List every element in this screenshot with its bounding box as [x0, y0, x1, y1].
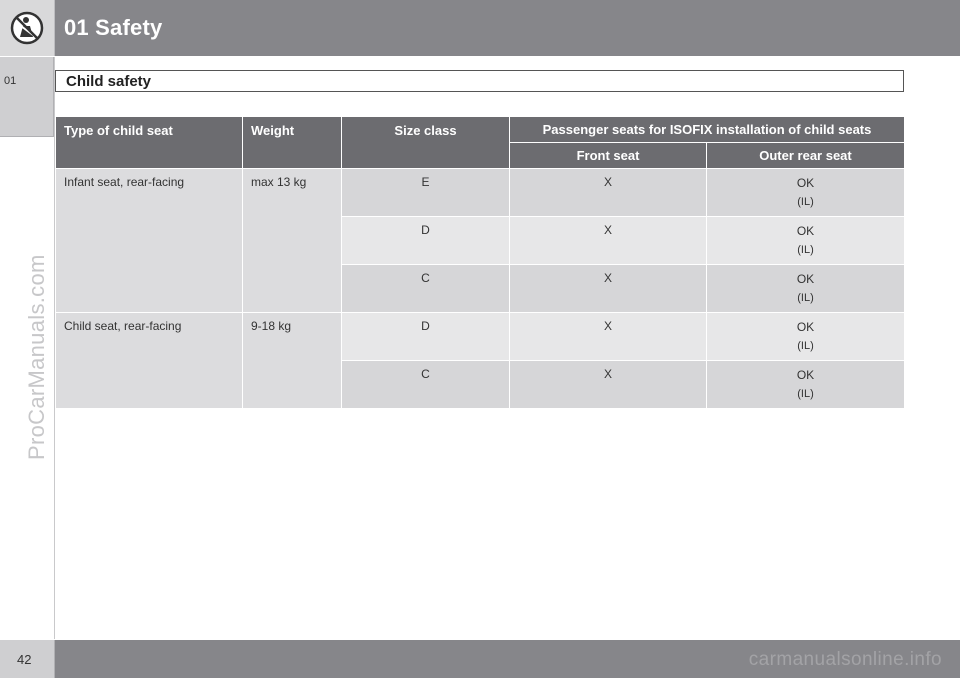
cell-front-seat: X	[510, 313, 707, 361]
header-passenger-seats: Passenger seats for ISOFIX installation of child seats	[510, 117, 905, 143]
header-size-class: Size class	[342, 117, 510, 169]
cell-size-class: E	[342, 169, 510, 217]
cell-rear-value: OK	[796, 272, 815, 286]
cell-size-class: D	[342, 217, 510, 265]
footer-page-box	[0, 640, 55, 678]
cell-outer-rear-seat	[707, 169, 905, 217]
cell-weight: max 13 kg	[243, 169, 342, 313]
cell-size-class: C	[342, 265, 510, 313]
header-type-of-child-seat: Type of child seat	[56, 117, 243, 169]
cell-rear-value: OK	[796, 320, 815, 334]
table-row	[56, 313, 905, 361]
cell-outer-rear-seat	[707, 361, 905, 409]
page-footer	[0, 640, 960, 678]
cell-front-seat: X	[510, 361, 707, 409]
watermark-bottom: carmanualsonline.info	[748, 649, 942, 670]
cell-rear-note: (IL)	[797, 196, 814, 208]
chapter-side-tab-label: 01	[4, 75, 17, 87]
header-outer-rear-seat: Outer rear seat	[707, 143, 905, 169]
chapter-title: 01 Safety	[64, 15, 163, 40]
cell-seat-type: Child seat, rear-facing	[56, 313, 243, 409]
cell-rear-value: OK	[796, 176, 815, 190]
header-icon-box	[0, 0, 55, 56]
section-title: Child safety	[66, 73, 152, 90]
seatbelt-warning-icon	[9, 10, 45, 46]
cell-front-seat: X	[510, 217, 707, 265]
cell-outer-rear-seat	[707, 217, 905, 265]
cell-size-class: C	[342, 361, 510, 409]
watermark-left: ProCarManuals.com	[24, 254, 49, 460]
chapter-side-tab	[0, 57, 54, 137]
cell-rear-note: (IL)	[797, 292, 814, 304]
cell-rear-note: (IL)	[797, 340, 814, 352]
isofix-table	[55, 116, 905, 409]
cell-weight: 9-18 kg	[243, 313, 342, 409]
header-weight: Weight	[243, 117, 342, 169]
header-front-seat: Front seat	[510, 143, 707, 169]
table-row	[56, 169, 905, 217]
cell-outer-rear-seat	[707, 265, 905, 313]
cell-front-seat: X	[510, 169, 707, 217]
cell-outer-rear-seat	[707, 313, 905, 361]
cell-rear-value: OK	[796, 368, 815, 382]
cell-front-seat: X	[510, 265, 707, 313]
cell-rear-value: OK	[796, 224, 815, 238]
chapter-header	[0, 0, 960, 56]
cell-rear-note: (IL)	[797, 244, 814, 256]
cell-seat-type: Infant seat, rear-facing	[56, 169, 243, 313]
section-title-bar	[55, 70, 904, 92]
cell-size-class: D	[342, 313, 510, 361]
page-number: 42	[17, 652, 32, 667]
cell-rear-note: (IL)	[797, 388, 814, 400]
